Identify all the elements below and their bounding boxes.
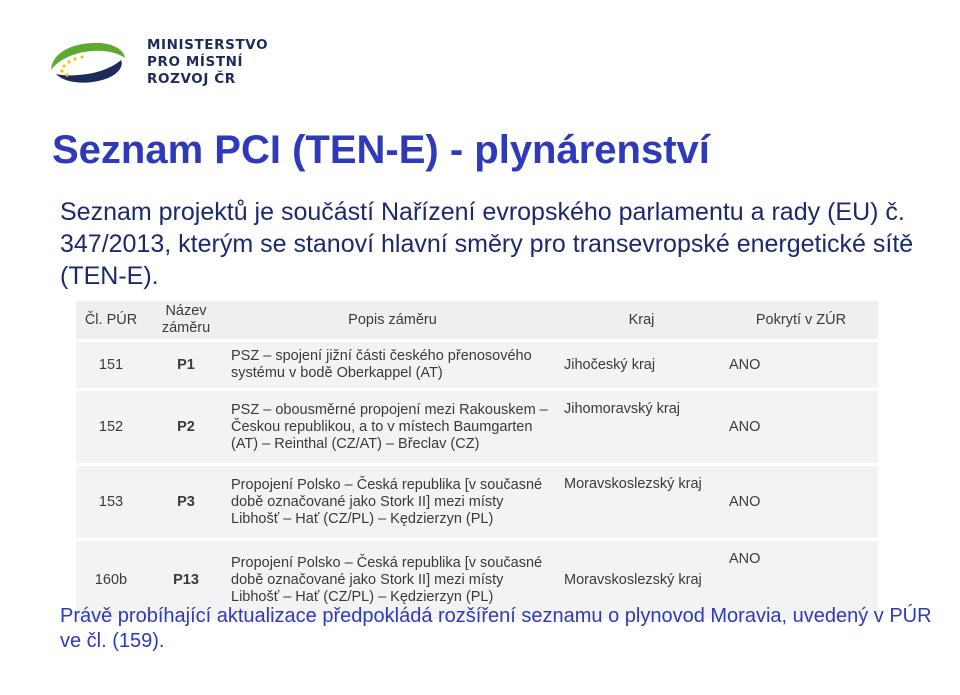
header-pokryti: Pokrytí v ZÚR (724, 301, 878, 339)
cell-nazev: P3 (146, 466, 226, 538)
cell-kraj: Jihomoravský kraj (559, 391, 724, 463)
logo-text (147, 37, 268, 88)
cell-cl: 160b (76, 541, 146, 619)
cell-cl: 153 (76, 466, 146, 538)
cell-cl: 152 (76, 391, 146, 463)
header-cl-pur: Čl. PÚR (76, 301, 146, 339)
cell-nazev: P1 (146, 342, 226, 388)
cell-pokryti: ANO (724, 342, 878, 388)
cell-pokryti: ANO (724, 391, 878, 463)
header-nazev: Název záměru (146, 301, 226, 339)
logo-line-3: ROZVOJ ČR (147, 71, 236, 87)
table-row (76, 466, 878, 538)
cell-kraj: Jihočeský kraj (559, 342, 724, 388)
cell-kraj: Moravskoslezský kraj (559, 541, 724, 619)
cell-popis: PSZ – obousměrné propojení mezi Rakouskem – Českou republikou, a to v místech Baumgarten (AT) – Reinthal (CZ/AT) – Břeclav (CZ) (226, 391, 559, 463)
table-row (76, 391, 878, 463)
cell-popis: PSZ – spojení jižní části českého přenosového systému v bodě Oberkappel (AT) (226, 342, 559, 388)
cell-cl: 151 (76, 342, 146, 388)
logo-line-1: MINISTERSTVO (147, 37, 269, 53)
header-popis: Popis záměru (226, 301, 559, 339)
pci-table (76, 298, 878, 622)
footer-note: Právě probíhající aktualizace předpokládá rozšíření seznamu o plynovod Moravia, uvedený v PÚR ve čl. (159). (60, 605, 932, 652)
ministry-logo (48, 36, 288, 96)
cell-kraj: Moravskoslezský kraj (559, 466, 724, 538)
page-title: Seznam PCI (TEN-E) - plynárenství (52, 128, 710, 172)
logo-line-2: PRO MÍSTNÍ (147, 54, 244, 70)
cell-pokryti: ANO (724, 466, 878, 538)
table-header-row (76, 301, 878, 339)
cell-popis: Propojení Polsko – Česká republika [v současné době označované jako Stork II] mezi místy Libhošť – Hať (CZ/PL) – Kędzierzyn (PL) (226, 466, 559, 538)
cell-popis: Propojení Polsko – Česká republika [v současné době označované jako Stork II] mezi místy Libhošť – Hať (CZ/PL) – Kędzierzyn (PL) (226, 541, 559, 619)
ministry-emblem-icon (48, 36, 128, 88)
header-kraj: Kraj (559, 301, 724, 339)
cell-nazev: P2 (146, 391, 226, 463)
cell-nazev: P13 (146, 541, 226, 619)
table-row (76, 342, 878, 388)
intro-paragraph: Seznam projektů je součástí Nařízení evropského parlamentu a rady (EU) č. 347/2013, kterým se stanoví hlavní směry pro transevropské energetické sítě (TEN-E). (60, 198, 914, 290)
cell-pokryti: ANO (724, 541, 878, 619)
